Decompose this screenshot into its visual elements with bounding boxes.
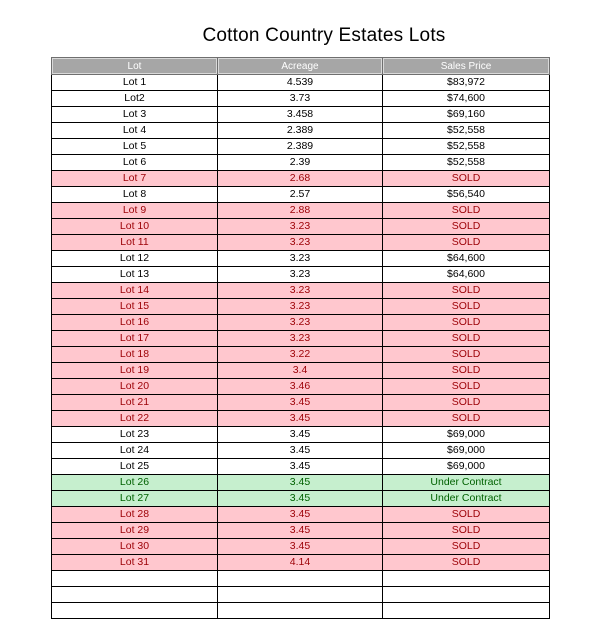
- table-row: [52, 203, 550, 219]
- table-row: [52, 523, 550, 539]
- price-cell[interactable]: [383, 603, 550, 619]
- lot-cell[interactable]: Lot 5: [52, 139, 218, 155]
- lot-cell[interactable]: Lot 20: [52, 379, 218, 395]
- acreage-cell[interactable]: 3.45: [218, 459, 383, 475]
- table-row: [52, 475, 550, 491]
- price-cell[interactable]: SOLD: [383, 219, 550, 235]
- column-header-acreage[interactable]: Acreage: [218, 58, 383, 75]
- acreage-cell[interactable]: 2.57: [218, 187, 383, 203]
- lot-cell[interactable]: Lot 15: [52, 299, 218, 315]
- acreage-cell[interactable]: 3.45: [218, 523, 383, 539]
- table-header-row: [52, 58, 550, 75]
- price-cell[interactable]: SOLD: [383, 235, 550, 251]
- table-row: [52, 75, 550, 91]
- page-title: Cotton Country Estates Lots: [202, 25, 446, 46]
- price-cell[interactable]: Under Contract: [383, 475, 550, 491]
- acreage-cell[interactable]: 3.458: [218, 107, 383, 123]
- price-cell[interactable]: SOLD: [383, 363, 550, 379]
- price-cell[interactable]: SOLD: [383, 331, 550, 347]
- price-cell[interactable]: $52,558: [383, 155, 550, 171]
- table-row: [52, 155, 550, 171]
- lot-cell[interactable]: Lot 26: [52, 475, 218, 491]
- acreage-cell[interactable]: 3.45: [218, 491, 383, 507]
- lot-cell[interactable]: Lot 7: [52, 171, 218, 187]
- acreage-cell[interactable]: 3.46: [218, 379, 383, 395]
- lot-cell[interactable]: Lot 4: [52, 123, 218, 139]
- table-row: [52, 555, 550, 571]
- table-row: [52, 587, 550, 603]
- lot-cell[interactable]: [52, 571, 218, 587]
- price-cell[interactable]: SOLD: [383, 555, 550, 571]
- acreage-cell[interactable]: 3.45: [218, 395, 383, 411]
- lot-cell[interactable]: Lot 8: [52, 187, 218, 203]
- acreage-cell[interactable]: 2.88: [218, 203, 383, 219]
- lot-cell[interactable]: Lot 24: [52, 443, 218, 459]
- price-cell[interactable]: SOLD: [383, 379, 550, 395]
- price-cell[interactable]: $56,540: [383, 187, 550, 203]
- table-row: [52, 267, 550, 283]
- table-row: [52, 235, 550, 251]
- price-cell[interactable]: SOLD: [383, 283, 550, 299]
- acreage-cell[interactable]: 3.45: [218, 411, 383, 427]
- acreage-cell[interactable]: 2.39: [218, 155, 383, 171]
- table-row: [52, 363, 550, 379]
- lot-cell[interactable]: Lot 12: [52, 251, 218, 267]
- price-cell[interactable]: SOLD: [383, 523, 550, 539]
- acreage-cell[interactable]: 2.389: [218, 139, 383, 155]
- lot-cell[interactable]: Lot 29: [52, 523, 218, 539]
- acreage-cell[interactable]: 3.4: [218, 363, 383, 379]
- lot-cell[interactable]: Lot 10: [52, 219, 218, 235]
- price-cell[interactable]: $69,160: [383, 107, 550, 123]
- acreage-cell[interactable]: 3.22: [218, 347, 383, 363]
- price-cell[interactable]: $64,600: [383, 267, 550, 283]
- lot-cell[interactable]: Lot 16: [52, 315, 218, 331]
- price-cell[interactable]: $69,000: [383, 427, 550, 443]
- lot-cell[interactable]: Lot 6: [52, 155, 218, 171]
- price-cell[interactable]: $52,558: [383, 123, 550, 139]
- table-row: [52, 219, 550, 235]
- price-cell[interactable]: $69,000: [383, 459, 550, 475]
- acreage-cell[interactable]: 3.23: [218, 299, 383, 315]
- table-row: [52, 315, 550, 331]
- table-row: [52, 571, 550, 587]
- acreage-cell[interactable]: [218, 603, 383, 619]
- price-cell[interactable]: $83,972: [383, 75, 550, 91]
- table-body: [52, 75, 550, 619]
- acreage-cell[interactable]: 3.45: [218, 539, 383, 555]
- lot-cell[interactable]: Lot 31: [52, 555, 218, 571]
- lot-cell[interactable]: Lot 17: [52, 331, 218, 347]
- acreage-cell[interactable]: 3.73: [218, 91, 383, 107]
- table-row: [52, 283, 550, 299]
- lot-cell[interactable]: [52, 603, 218, 619]
- table-row: [52, 187, 550, 203]
- lot-cell[interactable]: Lot 13: [52, 267, 218, 283]
- lot-cell[interactable]: Lot 18: [52, 347, 218, 363]
- table-row: [52, 299, 550, 315]
- acreage-cell[interactable]: 2.389: [218, 123, 383, 139]
- table-row: [52, 171, 550, 187]
- lot-cell[interactable]: Lot 25: [52, 459, 218, 475]
- price-cell[interactable]: [383, 571, 550, 587]
- price-cell[interactable]: Under Contract: [383, 491, 550, 507]
- lot-cell[interactable]: Lot 14: [52, 283, 218, 299]
- price-cell[interactable]: SOLD: [383, 299, 550, 315]
- lot-cell[interactable]: Lot 3: [52, 107, 218, 123]
- lot-cell[interactable]: Lot 22: [52, 411, 218, 427]
- acreage-cell[interactable]: 3.45: [218, 507, 383, 523]
- table-row: [52, 507, 550, 523]
- table-row: [52, 443, 550, 459]
- lot-cell[interactable]: Lot 9: [52, 203, 218, 219]
- lot-cell[interactable]: Lot 30: [52, 539, 218, 555]
- acreage-cell[interactable]: 3.45: [218, 427, 383, 443]
- acreage-cell[interactable]: 3.23: [218, 251, 383, 267]
- lots-table: [51, 57, 550, 619]
- lot-cell[interactable]: Lot 11: [52, 235, 218, 251]
- table-row: [52, 395, 550, 411]
- table-row: [52, 347, 550, 363]
- table-row: [52, 107, 550, 123]
- acreage-cell[interactable]: 3.23: [218, 235, 383, 251]
- lot-cell[interactable]: Lot 21: [52, 395, 218, 411]
- price-cell[interactable]: SOLD: [383, 411, 550, 427]
- table-row: [52, 91, 550, 107]
- acreage-cell[interactable]: 4.14: [218, 555, 383, 571]
- price-cell[interactable]: SOLD: [383, 395, 550, 411]
- table-row: [52, 603, 550, 619]
- lot-cell[interactable]: [52, 587, 218, 603]
- table-row: [52, 411, 550, 427]
- acreage-cell[interactable]: 3.45: [218, 443, 383, 459]
- price-cell[interactable]: SOLD: [383, 507, 550, 523]
- price-cell[interactable]: [383, 587, 550, 603]
- acreage-cell[interactable]: 3.45: [218, 475, 383, 491]
- table-row: [52, 331, 550, 347]
- price-cell[interactable]: $69,000: [383, 443, 550, 459]
- lot-cell[interactable]: Lot 23: [52, 427, 218, 443]
- price-cell[interactable]: $74,600: [383, 91, 550, 107]
- price-cell[interactable]: SOLD: [383, 347, 550, 363]
- lot-cell[interactable]: Lot 28: [52, 507, 218, 523]
- acreage-cell[interactable]: 2.68: [218, 171, 383, 187]
- price-cell[interactable]: $52,558: [383, 139, 550, 155]
- acreage-cell[interactable]: 3.23: [218, 219, 383, 235]
- acreage-cell[interactable]: 4.539: [218, 75, 383, 91]
- lot-cell[interactable]: Lot 27: [52, 491, 218, 507]
- acreage-cell[interactable]: 3.23: [218, 283, 383, 299]
- price-cell[interactable]: $64,600: [383, 251, 550, 267]
- table-row: [52, 123, 550, 139]
- lot-cell[interactable]: Lot2: [52, 91, 218, 107]
- acreage-cell[interactable]: [218, 571, 383, 587]
- table-row: [52, 251, 550, 267]
- table-row: [52, 539, 550, 555]
- acreage-cell[interactable]: [218, 587, 383, 603]
- acreage-cell[interactable]: 3.23: [218, 267, 383, 283]
- acreage-cell[interactable]: 3.23: [218, 331, 383, 347]
- lot-cell[interactable]: Lot 1: [52, 75, 218, 91]
- price-cell[interactable]: SOLD: [383, 539, 550, 555]
- acreage-cell[interactable]: 3.23: [218, 315, 383, 331]
- price-cell[interactable]: SOLD: [383, 171, 550, 187]
- price-cell[interactable]: SOLD: [383, 203, 550, 219]
- table-row: [52, 459, 550, 475]
- table-row: [52, 139, 550, 155]
- table-row: [52, 491, 550, 507]
- lot-cell[interactable]: Lot 19: [52, 363, 218, 379]
- column-header-price[interactable]: Sales Price: [383, 58, 550, 75]
- table-row: [52, 427, 550, 443]
- table-row: [52, 379, 550, 395]
- price-cell[interactable]: SOLD: [383, 315, 550, 331]
- column-header-lot[interactable]: Lot: [52, 58, 218, 75]
